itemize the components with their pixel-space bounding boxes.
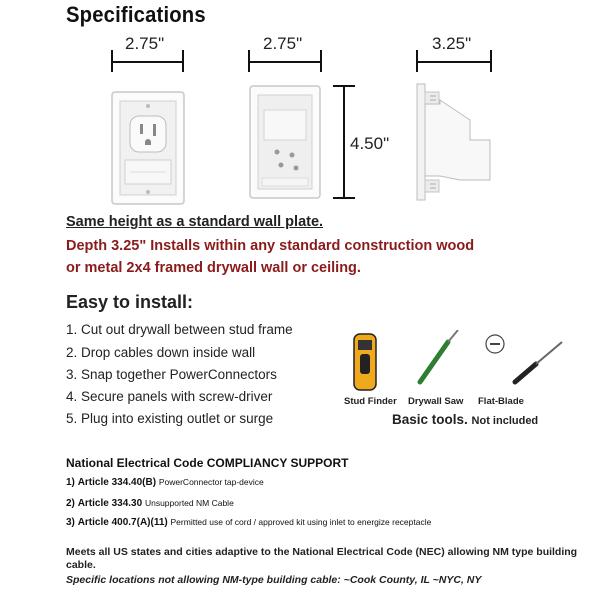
nec-compliance-text: Meets all US states and cities adaptive to the National Electrical Code (NEC) allowing NM type building cable. [66,546,578,571]
page-title: Specifications [66,2,206,27]
height-label: 4.50" [350,134,390,153]
screwdriver-icon [486,335,562,382]
step-1: 1. Cut out drywall between stud frame [66,322,293,337]
nec-heading: National Electrical Code COMPLIANCY SUPPORT [66,456,349,470]
drywall-saw-icon [420,330,458,382]
tool-label-flat-blade: Flat-Blade [478,396,524,407]
article-row: 1) Article 334.40(B) PowerConnector tap-device [66,477,264,488]
headline: Same height as a standard wall plate. [66,214,324,230]
easy-heading: Easy to install: [66,292,194,312]
front-plate-image [112,92,184,204]
restricted-locations-text: Specific locations not allowing NM-type building cable: ~Cook County, IL ~NYC, NY [66,574,482,586]
step-5: 5. Plug into existing outlet or surge [66,411,274,426]
side-depth-label: 3.25" [432,34,472,53]
side-profile-image [417,84,490,200]
step-2: 2. Drop cables down inside wall [66,345,256,360]
tools-illustration [340,330,590,392]
article-row: 2) Article 334.30 Unsupported NM Cable [66,498,234,509]
step-3: 3. Snap together PowerConnectors [66,367,277,382]
front-width-label: 2.75" [125,34,165,53]
product-diagram [0,0,600,210]
step-4: 4. Secure panels with screw-driver [66,389,273,404]
tool-label-stud-finder: Stud Finder [344,396,397,407]
tool-label-drywall-saw: Drywall Saw [408,396,464,407]
depth-line-2: or metal 2x4 framed drywall wall or ceiling. [66,260,361,276]
open-plate-image [250,86,320,198]
article-row: 3) Article 400.7(A)(11) Permitted use of cord / approved kit using inlet to energize receptacle [66,517,432,528]
open-width-label: 2.75" [263,34,303,53]
depth-line-1: Depth 3.25" Installs within any standard construction wood [66,238,475,254]
basic-tools-note: Basic tools. Not included [392,412,539,427]
stud-finder-icon [354,334,376,390]
